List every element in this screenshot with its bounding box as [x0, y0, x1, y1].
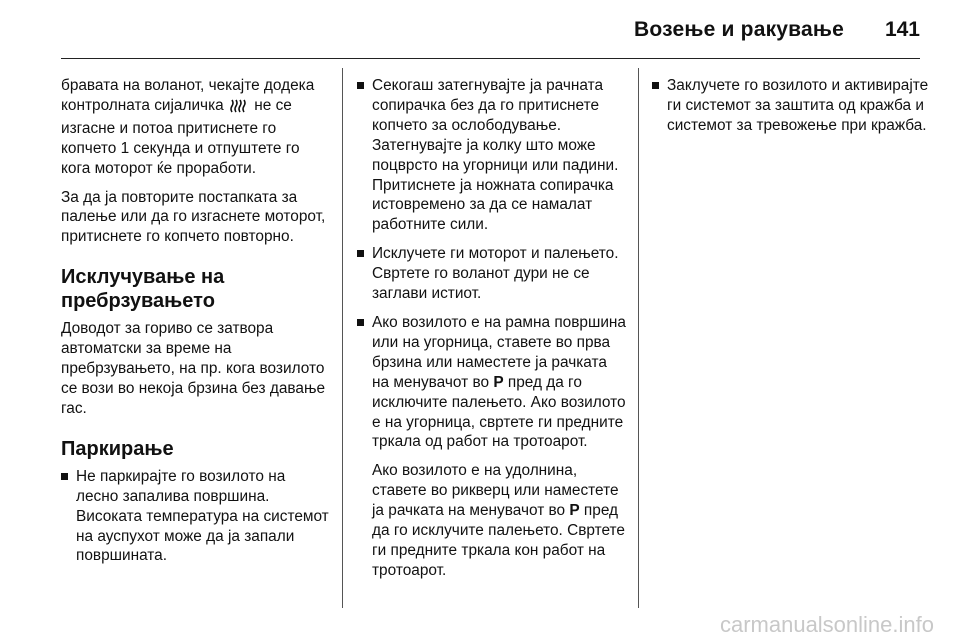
- paragraph-repeat: За да ја повторите постапката за палење или да го изгаснете моторот, притиснете го копчето повторно.: [61, 188, 326, 246]
- paragraph-cutoff: Доводот за гориво се затвора автоматски за време на пребрзувањето, на пр. кога возилото се вози во некоја брзина без давање гас.: [61, 320, 326, 417]
- paragraph-start-engine: [61, 76, 331, 179]
- bullet-icon: [357, 250, 364, 257]
- bullet-icon: [357, 319, 364, 326]
- bullet-icon: [61, 473, 68, 480]
- paragraph-text: бравата на воланот, чекајте додека контролната сијаличка: [61, 77, 315, 114]
- bullet-icon: [357, 82, 364, 89]
- paragraph-text: пред да го исклучите палењето. Свртете ги предните тркала кон работ на тротоарот.: [372, 502, 625, 579]
- list-item-text: Не паркирајте го возилото на лесно запалива површина. Високата температура на системот на ауспухот може да ја запали површината.: [76, 467, 329, 565]
- list-item: [357, 76, 627, 235]
- list-item: [652, 76, 930, 136]
- column-1: [61, 76, 331, 575]
- list-item-text: Заклучете го возилото и активирајте ги системот за заштита од кражба и системот за тревожење при кражба.: [667, 77, 929, 134]
- heading-parking: Паркирање: [61, 437, 174, 460]
- gear-position-p: P: [569, 502, 580, 520]
- bullet-icon: [652, 82, 659, 89]
- gear-position-p: P: [493, 373, 504, 391]
- glow-plug-indicator-icon: [230, 98, 248, 119]
- list-item: [61, 467, 331, 567]
- watermark: carmanualsonline.info: [719, 612, 934, 637]
- list-item-text: Исклучете ги моторот и палењето. Свртете го воланот дури не се заглави истиот.: [372, 245, 619, 303]
- column-3: [652, 76, 930, 145]
- list-item: [357, 244, 627, 304]
- page-number: 141: [884, 18, 920, 41]
- paragraph-text: не се изгасне и потоа притиснете го копчето 1 секунда и отпуштете го кога моторот ќе проработи.: [61, 96, 300, 177]
- page-header: [0, 0, 960, 58]
- heading-cutoff: Исклучување на пребрзувањето: [61, 266, 225, 313]
- header-divider: [61, 58, 920, 59]
- paragraph-text: Ако возилото е на удолнина, ставете во рикверц или наместете ја рачката на менувачот во: [372, 462, 619, 520]
- section-title: Возење и ракување: [634, 18, 844, 41]
- column-divider-2: [638, 68, 639, 608]
- list-item-text: Секогаш затегнувајте ја рачната сопирачка без да го притиснете копчето за ослободување. Затегнувајте ја колку што може поцврсто на угорници или падини. Притиснете ја ножната сопирачка истовремено за да се намалат работните сили.: [372, 77, 619, 234]
- list-item-continuation: [357, 461, 627, 580]
- list-item-text: Ако возилото е на рамна површина или на угорница, ставете во прва брзина или наместете ја рачката на менувачот во: [372, 313, 626, 391]
- column-divider-1: [342, 68, 343, 608]
- list-item-text: пред да го исключите палењето. Ако возилото е на угорница, свртете ги предните тркала од работ на тротоарот.: [372, 373, 626, 451]
- list-item: [357, 313, 627, 452]
- column-2: [357, 76, 627, 590]
